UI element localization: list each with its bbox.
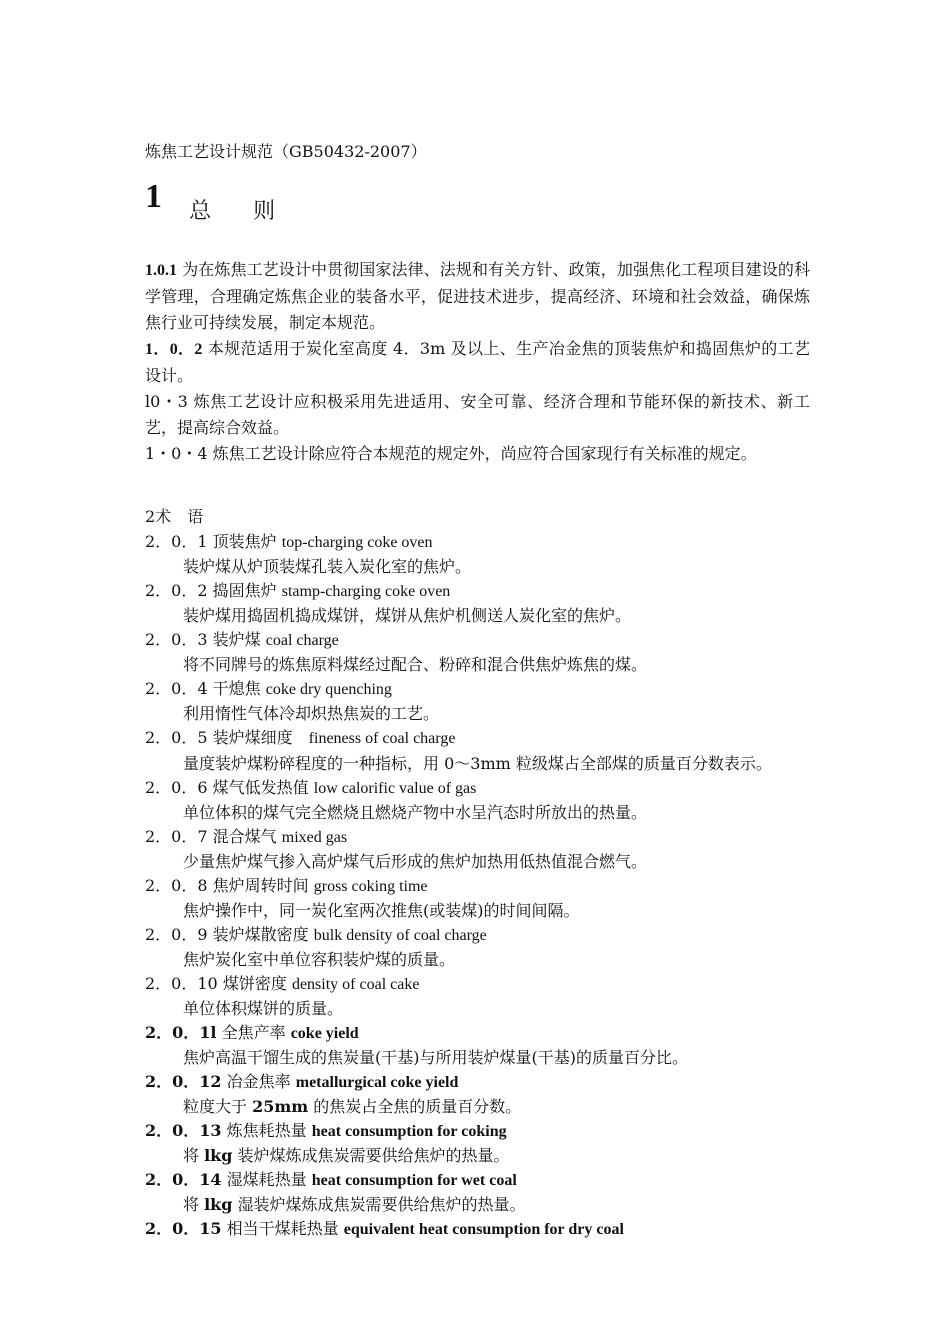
clause-1-0-3 <box>145 389 810 441</box>
term-heading <box>145 874 810 899</box>
term-zh: 顶装焦炉 <box>212 532 277 551</box>
chapter-title-part1: 总 <box>189 199 214 224</box>
term-definition: 焦炉操作中，同一炭化室两次推焦(或装煤)的时间间隔。 <box>183 901 580 920</box>
chapter-title-part2: 则 <box>253 199 278 224</box>
term-en: fineness of coal charge <box>308 730 456 747</box>
term-number: 2．0．8 <box>145 876 208 895</box>
term-en: stamp-charging coke oven <box>281 583 451 600</box>
term-number: 2．0．1l <box>145 1023 217 1042</box>
chapter-number: 1 <box>145 178 162 215</box>
term-definition: 单位体积的煤气完全燃烧且燃烧产物中水呈汽态时所放出的热量。 <box>183 803 648 822</box>
term-en: coal charge <box>265 632 339 649</box>
term-en: coke yield <box>290 1025 359 1042</box>
clause-1-0-1 <box>145 257 810 336</box>
term-number: 2．0．2 <box>145 581 208 600</box>
term-zh: 湿煤耗热量 <box>226 1170 307 1189</box>
term-zh: 焦炉周转时间 <box>212 876 309 895</box>
term-en: top-charging coke oven <box>281 534 433 551</box>
term-definition: 将 lkg 湿装炉煤炼成焦炭需要供给焦炉的热量。 <box>183 1195 526 1214</box>
term-heading <box>145 923 810 948</box>
term-definition: 装炉煤用捣固机捣成煤饼，煤饼从焦炉机侧送人炭化室的焦炉。 <box>183 606 632 625</box>
section-title-part1: 术 <box>155 507 172 526</box>
clause-number: 1・0・4 <box>145 444 208 463</box>
term-en: metallurgical coke yield <box>295 1074 459 1091</box>
term-definition: 将不同牌号的炼焦原料煤经过配合、粉碎和混合供焦炉炼焦的煤。 <box>183 655 648 674</box>
term-heading <box>145 1021 810 1046</box>
section-number: 2 <box>145 507 156 526</box>
term-number: 2．0．9 <box>145 925 208 944</box>
clause-text: 炼焦工艺设计除应符合本规范的规定外，尚应符合国家现行有关标准的规定。 <box>212 444 757 463</box>
term-en: density of coal cake <box>291 976 420 993</box>
term-heading <box>145 1119 810 1144</box>
section-2-terms <box>145 505 810 1242</box>
chapter-title <box>189 178 277 225</box>
term-zh: 炼焦耗热量 <box>226 1121 307 1140</box>
term-en: coke dry quenching <box>265 681 392 698</box>
term-heading <box>145 677 810 702</box>
term-zh: 装炉煤散密度 <box>212 925 309 944</box>
clause-text: 本规范适用于炭化室高度 4．3m 及以上、生产冶金焦的顶装焦炉和捣固焦炉的工艺设计。 <box>145 339 810 385</box>
term-zh: 相当干煤耗热量 <box>226 1219 339 1238</box>
term-definition: 单位体积煤饼的质量。 <box>183 999 344 1018</box>
term-zh: 干熄焦 <box>212 679 261 698</box>
term-en: low calorific value of gas <box>313 780 477 797</box>
term-heading <box>145 1070 810 1095</box>
term-zh: 全焦产率 <box>221 1023 286 1042</box>
term-heading <box>145 776 810 801</box>
clause-number: l0・3 <box>145 392 188 411</box>
term-definition: 利用惰性气体冷却炽热焦炭的工艺。 <box>183 704 440 723</box>
term-en: mixed gas <box>281 829 348 846</box>
clause-1-0-2 <box>145 336 810 389</box>
term-zh: 煤气低发热值 <box>212 778 309 797</box>
term-definition: 焦炉炭化室中单位容积装炉煤的质量。 <box>183 950 456 969</box>
term-heading <box>145 530 810 555</box>
document-title: 炼焦工艺设计规范（GB50432-2007） <box>145 142 427 161</box>
term-heading <box>145 1217 810 1242</box>
term-heading <box>145 726 810 751</box>
term-number: 2．0．7 <box>145 827 208 846</box>
chapter-heading <box>145 178 277 225</box>
term-definition: 粒度大于 25mm 的焦炭占全焦的质量百分数。 <box>183 1097 522 1116</box>
term-number: 2．0．5 <box>145 728 208 747</box>
term-en: heat consumption for wet coal <box>311 1172 517 1189</box>
term-zh: 装炉煤 <box>212 630 261 649</box>
term-zh: 煤饼密度 <box>222 974 287 993</box>
term-number: 2．0．13 <box>145 1121 222 1140</box>
term-heading <box>145 1168 810 1193</box>
chapter-1-clauses <box>145 257 810 467</box>
term-definition: 焦炉高温干馏生成的焦炭量(干基)与所用装炉煤量(干基)的质量百分比。 <box>183 1048 688 1067</box>
term-number: 2．0．10 <box>145 974 218 993</box>
term-number: 2．0．6 <box>145 778 208 797</box>
term-number: 2．0．14 <box>145 1170 222 1189</box>
term-definition: 装炉煤从炉顶装煤孔装入炭化室的焦炉。 <box>183 557 472 576</box>
clause-1-0-4 <box>145 441 810 467</box>
term-en: bulk density of coal charge <box>313 927 487 944</box>
term-zh: 捣固焦炉 <box>212 581 277 600</box>
term-zh: 混合煤气 <box>212 827 277 846</box>
term-en: heat consumption for coking <box>311 1123 507 1140</box>
clause-number: 1.0.1 <box>145 262 177 279</box>
term-number: 2．0．4 <box>145 679 208 698</box>
term-heading <box>145 825 810 850</box>
term-number: 2．0．12 <box>145 1072 222 1091</box>
clause-text: 炼焦工艺设计应积极采用先进适用、安全可靠、经济合理和节能环保的新技术、新工艺，提高综合效益。 <box>145 392 810 437</box>
term-zh: 装炉煤细度 <box>212 728 293 747</box>
term-number: 2．0．3 <box>145 630 208 649</box>
term-definition: 量度装炉煤粉碎程度的一种指标，用 0～3mm 粒级煤占全部煤的质量百分数表示。 <box>183 754 772 773</box>
term-number: 2．0．1 <box>145 532 208 551</box>
section-title <box>145 505 810 530</box>
clause-text: 为在炼焦工艺设计中贯彻国家法律、法规和有关方针、政策，加强焦化工程项目建设的科学管理，合理确定炼焦企业的装备水平，促进技术进步，提高经济、环境和社会效益，确保炼焦行业可持续发展，制定本规范。 <box>145 260 810 332</box>
term-definition: 将 lkg 装炉煤炼成焦炭需要供给焦炉的热量。 <box>183 1146 510 1165</box>
term-heading <box>145 972 810 997</box>
clause-number: 1．0．2 <box>145 341 203 358</box>
term-number: 2．0．15 <box>145 1219 222 1238</box>
term-zh: 冶金焦率 <box>226 1072 291 1091</box>
term-en: equivalent heat consumption for dry coal <box>343 1221 624 1238</box>
section-title-part2: 语 <box>187 507 204 526</box>
term-en: gross coking time <box>313 878 428 895</box>
term-heading <box>145 628 810 653</box>
term-heading <box>145 579 810 604</box>
term-definition: 少量焦炉煤气掺入高炉煤气后形成的焦炉加热用低热值混合燃气。 <box>183 852 648 871</box>
